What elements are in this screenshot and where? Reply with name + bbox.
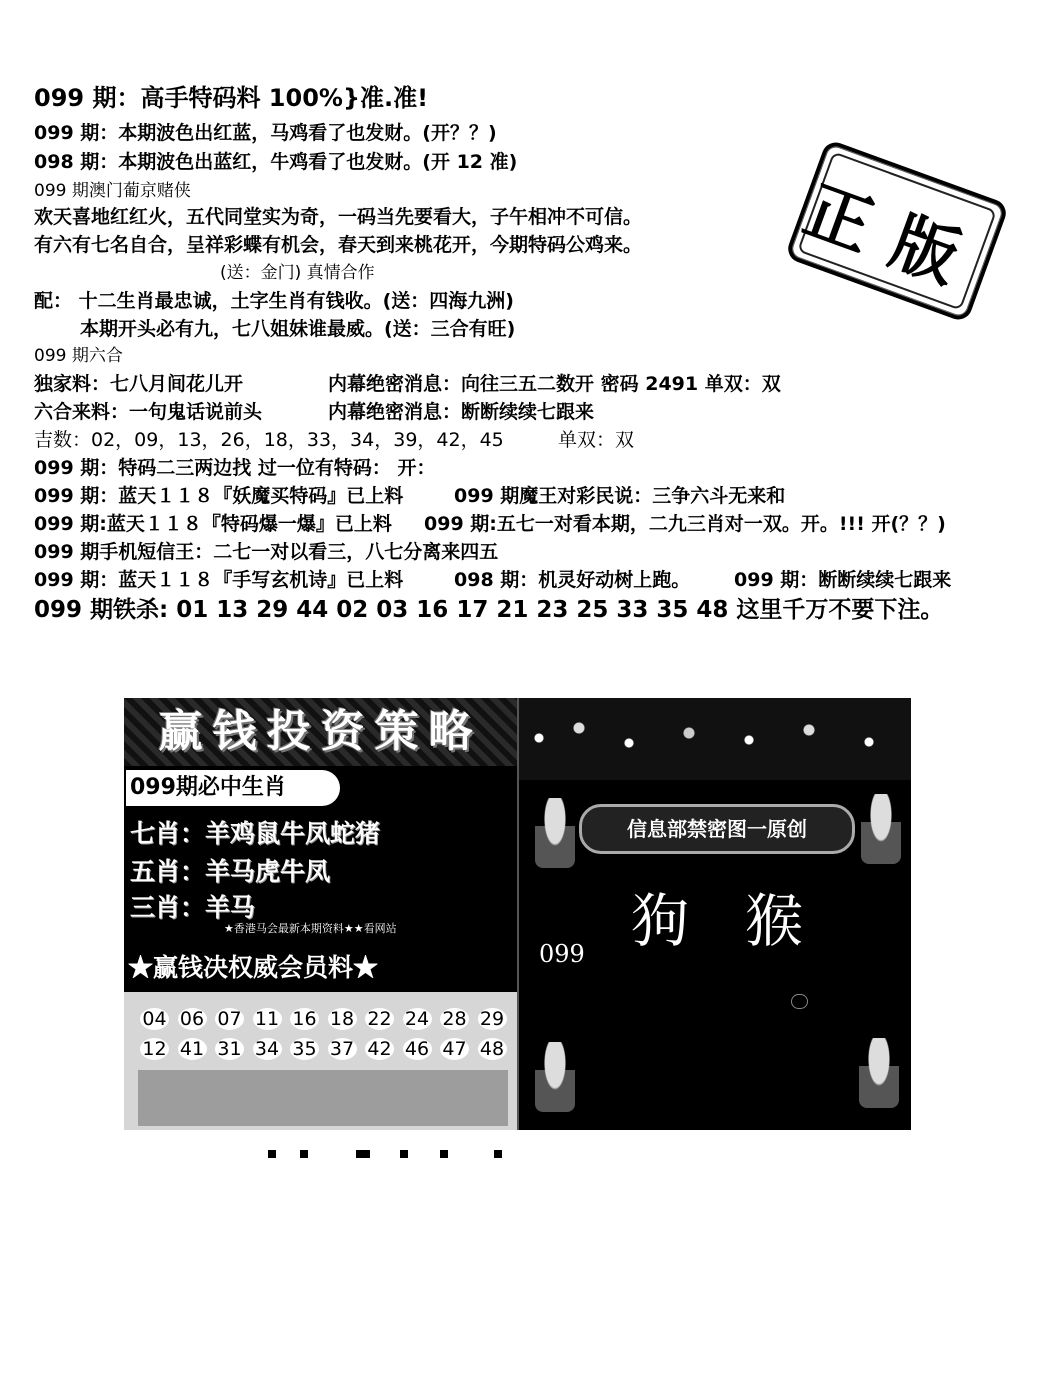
poem-line-2: 有六有七名自合，呈祥彩蝶有机会，春天到来桃花开，今期特码公鸡来。 — [34, 234, 643, 256]
number-cell: 41 — [178, 1038, 207, 1060]
number-cell: 42 — [365, 1038, 394, 1060]
zodiac-row-five: 五肖：羊马虎牛凤 — [130, 857, 331, 886]
number-cell: 16 — [290, 1008, 319, 1030]
clever-line: 098 期：机灵好动树上跑。 — [454, 569, 691, 591]
five-seven-line: 099 期:五七一对看本期，二九三肖对一双。开。!!! 开(？？) — [424, 513, 946, 535]
poem-gift: (送：金门) 真情合作 — [220, 263, 375, 283]
number-cell: 12 — [140, 1038, 169, 1060]
portrait-bottom-right — [859, 1038, 899, 1108]
liuhe-label: 六合来料：一句鬼话说前头 — [34, 401, 263, 423]
number-cell: 07 — [215, 1008, 244, 1030]
portrait-top-left — [535, 798, 575, 868]
scan-mark — [356, 1150, 370, 1158]
line-color-099: 099 期：本期波色出红蓝，马鸡看了也发财。(开？？) — [34, 122, 497, 144]
number-cell: 04 — [140, 1008, 169, 1030]
scan-mark — [440, 1150, 448, 1158]
sms-king-line: 099 期手机短信王：二七一对以看三，八七分离来四五 — [34, 541, 499, 563]
special-code-line: 099 期：特码二三两边找 过一位有特码： 开： — [34, 457, 436, 479]
number-cell: 06 — [178, 1008, 207, 1030]
number-cell: 37 — [328, 1038, 357, 1060]
exclusive-label: 独家料：七八月间花儿开 — [34, 373, 244, 395]
member-banner: ★赢钱决权威会员料★ — [128, 953, 379, 982]
odd-even: 单双：双 — [558, 429, 635, 451]
number-cell: 47 — [440, 1038, 469, 1060]
number-cell: 11 — [253, 1008, 282, 1030]
strategy-banner: 赢钱投资策略 — [124, 698, 517, 766]
number-cell: 48 — [478, 1038, 507, 1060]
section-macau: 099 期澳门葡京赌侠 — [34, 181, 191, 201]
pair-line-1: 配： 十二生肖最忠诚，土字生肖有钱收。(送：四海九洲) — [34, 290, 514, 312]
poem-line-1: 欢天喜地红红火，五代同堂实为奇，一码当先要看大，子午相冲不可信。 — [34, 206, 643, 228]
small-pill-label — [791, 994, 808, 1009]
continuous-line: 099 期：断断续续七跟来 — [734, 569, 952, 591]
number-cell: 28 — [440, 1008, 469, 1030]
portrait-bottom-left — [535, 1042, 575, 1112]
insider-message-1: 内幕绝密消息：向往三五二数开 密码 2491 单双：双 — [328, 373, 781, 395]
headline: 099 期：高手特码料 100%}准.准! — [34, 84, 429, 112]
number-cell: 22 — [365, 1008, 394, 1030]
zodiac-row-three: 三肖：羊马 — [130, 893, 256, 922]
number-grid — [124, 992, 517, 1130]
pair-line-2: 本期开头必有九，七八姐妹谁最威。(送：三合有旺) — [80, 318, 516, 340]
number-row-1 — [140, 1008, 515, 1030]
number-cell: 24 — [403, 1008, 432, 1030]
gray-footer-bar — [138, 1070, 508, 1126]
scan-mark — [300, 1150, 308, 1158]
panel-note: ★香港马会最新本期资料★★看网站 — [224, 922, 397, 935]
demon-king-line: 099 期魔王对彩民说：三争六斗无来和 — [454, 485, 786, 507]
flower-border — [519, 698, 911, 780]
zodiac-heading: 099期必中生肖 — [126, 770, 340, 806]
number-cell: 29 — [478, 1008, 507, 1030]
faint-background-text — [599, 1020, 609, 1055]
portrait-top-right — [861, 794, 901, 864]
insider-message-2: 内幕绝密消息：断断续续七跟来 — [328, 401, 595, 423]
number-cell: 46 — [403, 1038, 432, 1060]
info-title-box: 信息部禁密图一原创 — [579, 804, 855, 854]
section-liuhe: 099 期六合 — [34, 346, 123, 366]
stamp-text: 正版 — [794, 170, 995, 307]
info-department-image — [517, 698, 911, 1130]
blue-sky-item-1: 099 期：蓝天１１８『妖魔买特码』已上料 — [34, 485, 404, 507]
number-cell: 31 — [215, 1038, 244, 1060]
blue-sky-item-2: 099 期:蓝天１１８『特码爆一爆』已上料 — [34, 513, 392, 535]
number-cell: 18 — [328, 1008, 357, 1030]
scan-mark — [268, 1150, 276, 1158]
number-cell: 34 — [253, 1038, 282, 1060]
issue-number: 099 — [539, 940, 585, 968]
scan-mark — [400, 1150, 408, 1158]
lucky-numbers: 吉数：02，09，13，26，18，33，34，39，42，45 — [34, 429, 504, 451]
iron-kill-line: 099 期铁杀: 01 13 29 44 02 03 16 17 21 23 25 33 35 48 这里千万不要下注。 — [34, 597, 944, 623]
scan-mark — [494, 1150, 502, 1158]
zodiac-answer: 狗猴 — [631, 887, 860, 955]
blue-sky-item-3: 099 期：蓝天１１８『手写玄机诗』已上料 — [34, 569, 404, 591]
zodiac-row-seven: 七肖：羊鸡鼠牛凤蛇猪 — [130, 819, 381, 848]
authentic-stamp — [784, 139, 1009, 324]
line-color-098: 098 期：本期波色出蓝红，牛鸡看了也发财。(开 12 准) — [34, 151, 518, 173]
number-cell: 35 — [290, 1038, 319, 1060]
number-row-2 — [140, 1038, 515, 1060]
investment-strategy-image — [124, 698, 517, 1130]
